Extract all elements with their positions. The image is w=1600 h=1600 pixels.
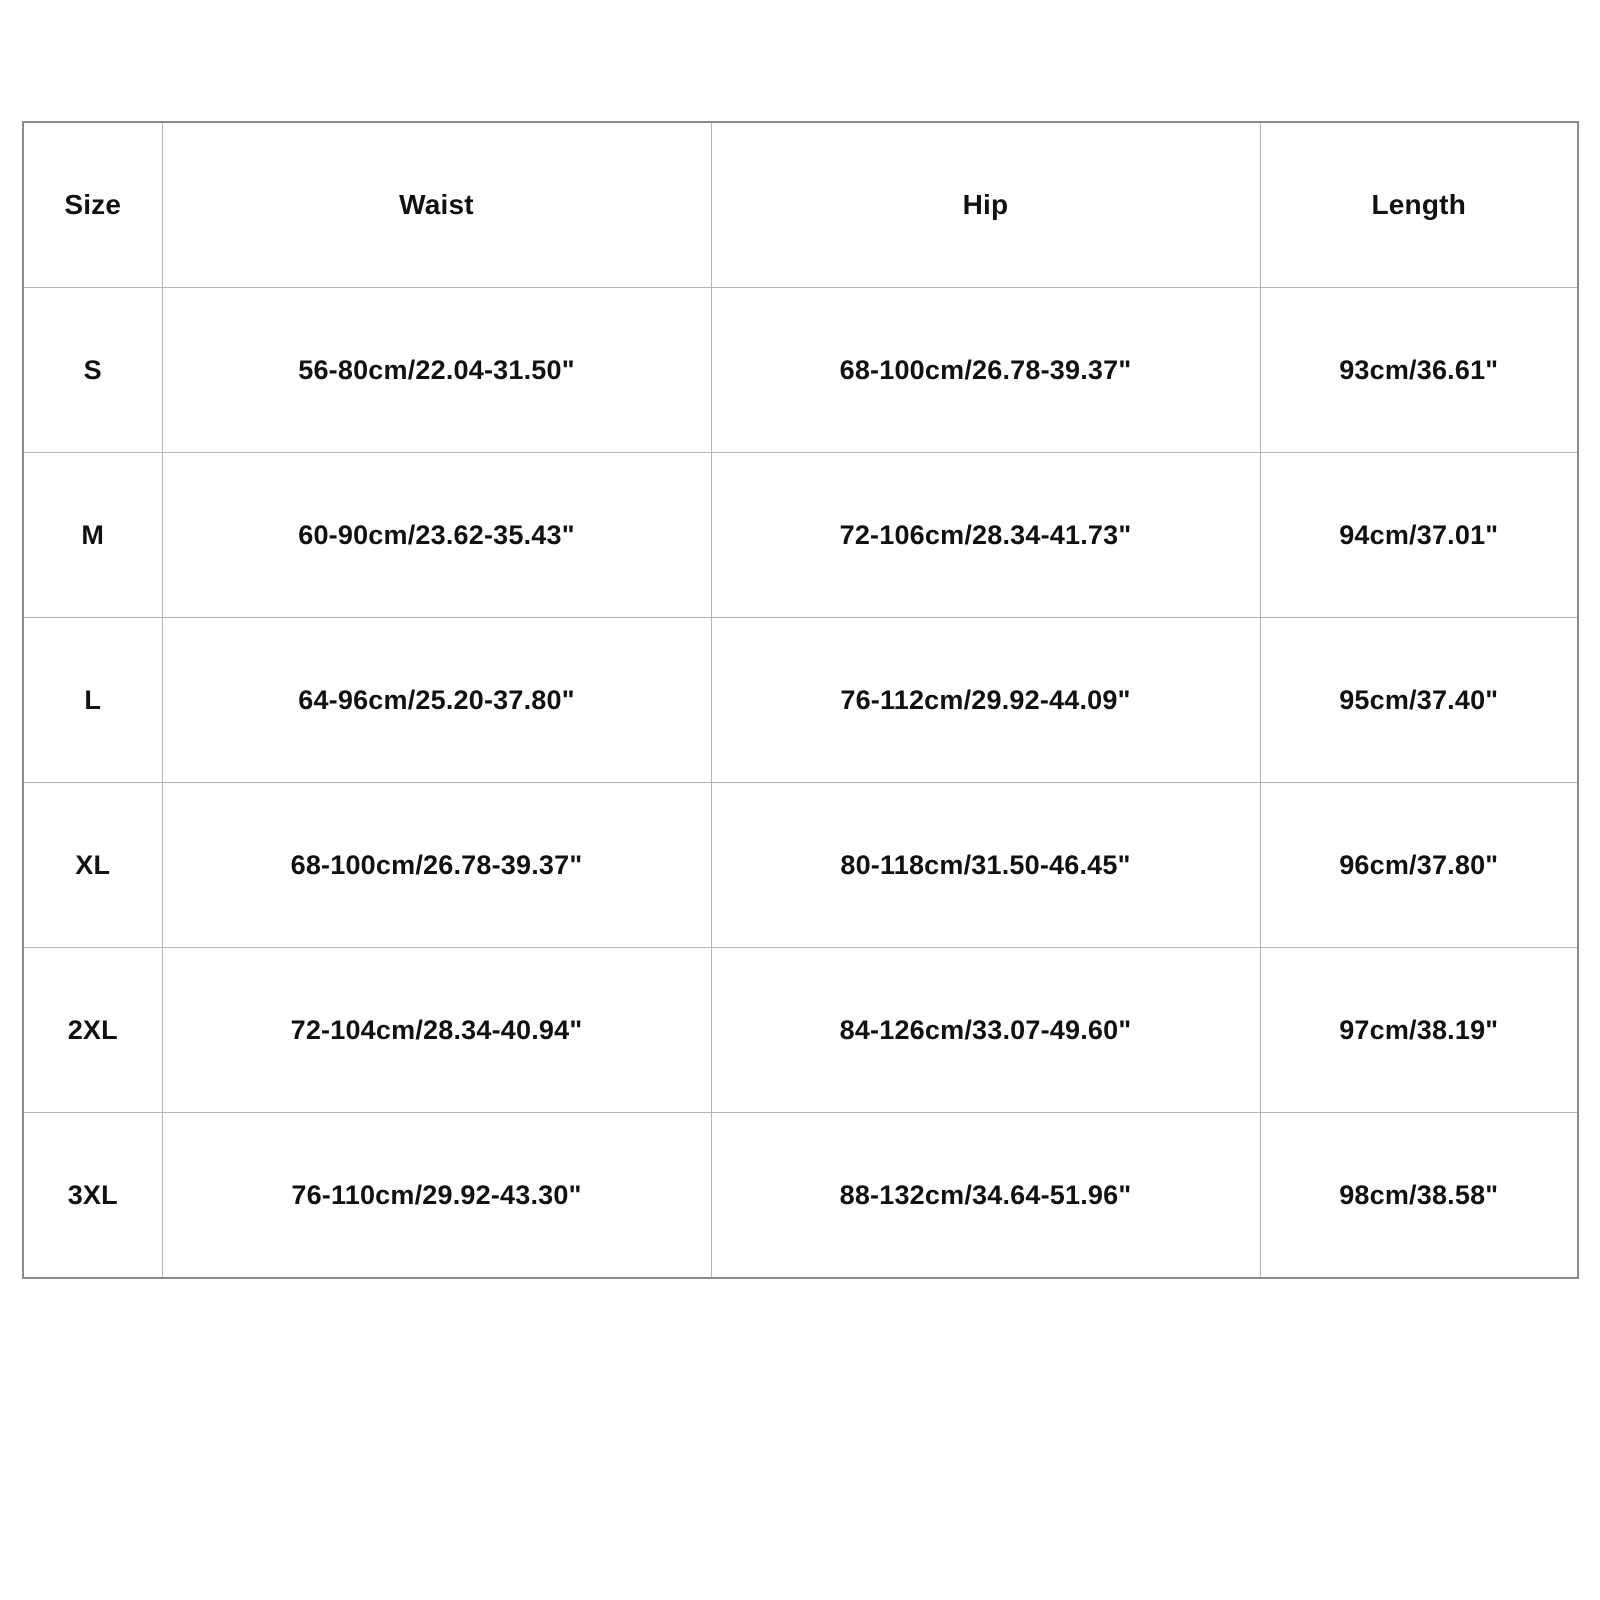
table-row: [23, 948, 1578, 1113]
waist-cell: 68-100cm/26.78-39.37": [162, 783, 711, 948]
table-row: [23, 618, 1578, 783]
hip-cell: 76-112cm/29.92-44.09": [711, 618, 1260, 783]
length-cell: 95cm/37.40": [1260, 618, 1578, 783]
size-cell: XL: [23, 783, 162, 948]
header-hip: Hip: [711, 122, 1260, 288]
size-cell: M: [23, 453, 162, 618]
waist-cell: 64-96cm/25.20-37.80": [162, 618, 711, 783]
table-row: [23, 288, 1578, 453]
waist-cell: 76-110cm/29.92-43.30": [162, 1113, 711, 1279]
hip-cell: 80-118cm/31.50-46.45": [711, 783, 1260, 948]
waist-cell: 60-90cm/23.62-35.43": [162, 453, 711, 618]
length-cell: 97cm/38.19": [1260, 948, 1578, 1113]
hip-cell: 72-106cm/28.34-41.73": [711, 453, 1260, 618]
hip-cell: 68-100cm/26.78-39.37": [711, 288, 1260, 453]
size-cell: 2XL: [23, 948, 162, 1113]
length-cell: 93cm/36.61": [1260, 288, 1578, 453]
length-cell: 98cm/38.58": [1260, 1113, 1578, 1279]
length-cell: 94cm/37.01": [1260, 453, 1578, 618]
table-row: [23, 783, 1578, 948]
size-cell: 3XL: [23, 1113, 162, 1279]
header-length: Length: [1260, 122, 1578, 288]
size-cell: L: [23, 618, 162, 783]
size-chart-table: [22, 121, 1579, 1279]
table-row: [23, 1113, 1578, 1279]
waist-cell: 56-80cm/22.04-31.50": [162, 288, 711, 453]
table-row: [23, 453, 1578, 618]
header-row: [23, 122, 1578, 288]
size-cell: S: [23, 288, 162, 453]
length-cell: 96cm/37.80": [1260, 783, 1578, 948]
hip-cell: 88-132cm/34.64-51.96": [711, 1113, 1260, 1279]
header-waist: Waist: [162, 122, 711, 288]
hip-cell: 84-126cm/33.07-49.60": [711, 948, 1260, 1113]
header-size: Size: [23, 122, 162, 288]
waist-cell: 72-104cm/28.34-40.94": [162, 948, 711, 1113]
